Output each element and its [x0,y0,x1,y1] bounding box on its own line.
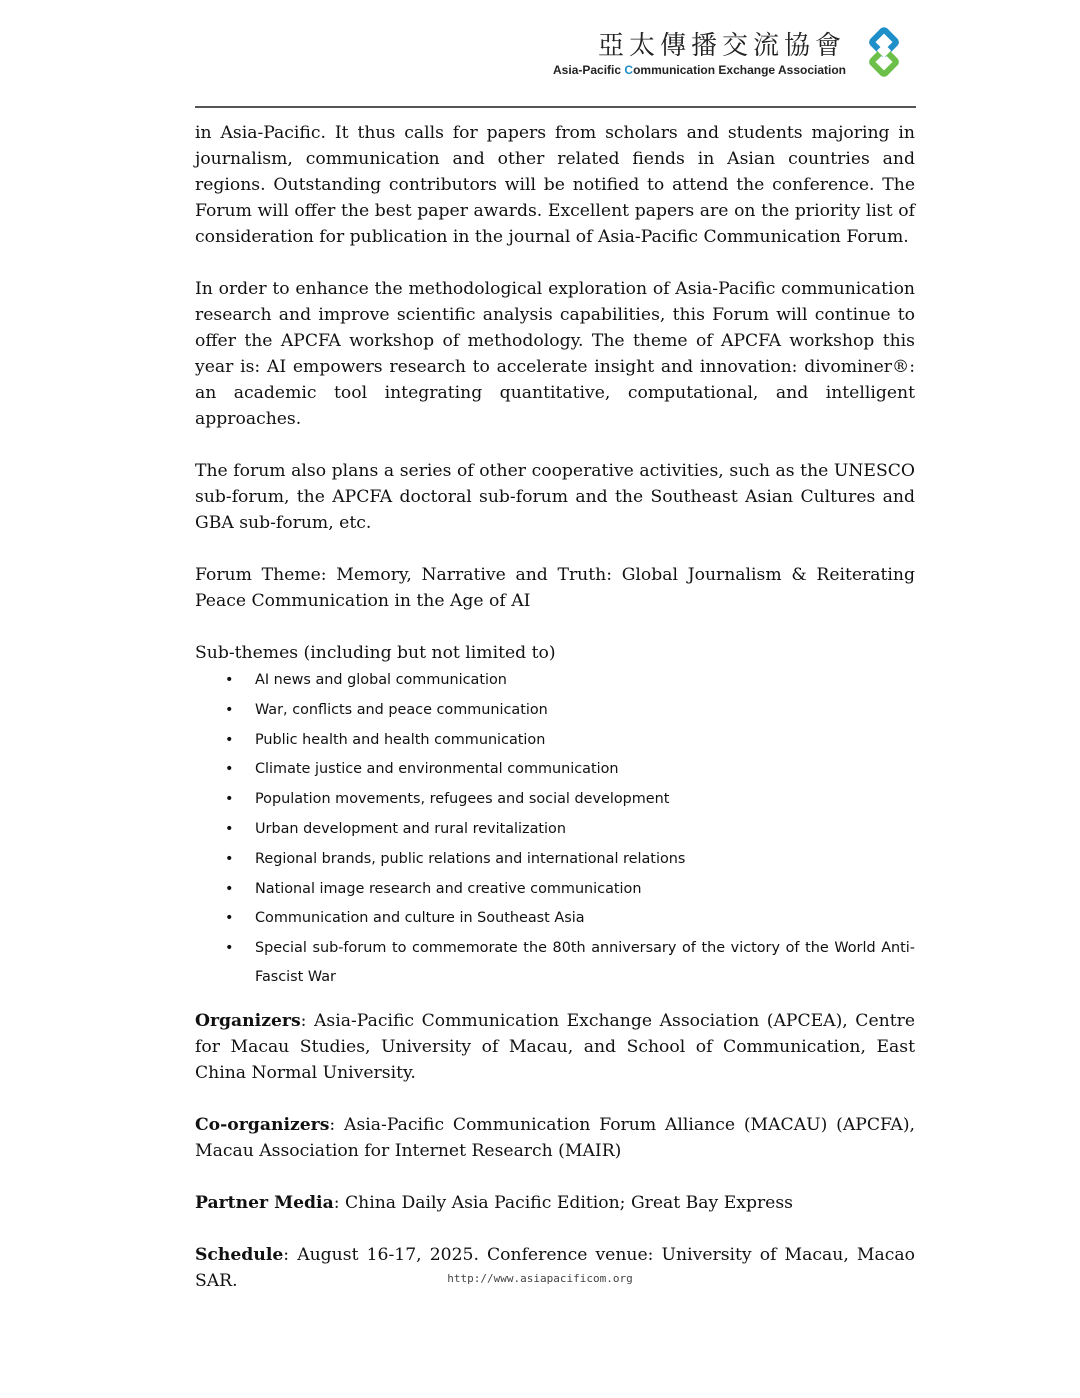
bullet-icon: • [225,820,234,837]
footer-url: http://www.asiapacificom.org [447,1272,633,1285]
list-item-text: Communication and culture in Southeast Asia [255,910,585,927]
partner-media-text: : China Daily Asia Pacific Edition; Great Bay Express [333,1193,793,1214]
coorganizers-label: Co-organizers [195,1115,330,1136]
forum-theme: Forum Theme: Memory, Narrative and Truth: Global Journalism & Reiterating Peace Communication in the Age of AI [195,565,915,611]
list-item-text: AI news and global communication [255,672,507,688]
list-item [225,726,915,756]
diamond-chain-logo-icon [852,24,916,80]
bullet-icon: • [225,761,234,778]
list-item [225,815,915,845]
org-name-cjk: 亞太傳播交流協會 [597,31,846,61]
organizers-text: : Asia-Pacific Communication Exchange Association (APCEA), Centre for Macau Studies, University of Macau, and School of Communication, East China Normal University. [195,1011,915,1084]
org-name-en-pre: Asia-Pacific [553,63,625,77]
bullet-icon: • [225,791,234,808]
activities-paragraph: The forum also plans a series of other cooperative activities, such as the UNESCO sub-forum, the APCFA doctoral sub-forum and the Southeast Asian Cultures and GBA sub-forum, etc. [195,461,915,533]
list-item [225,904,915,934]
header-divider [195,106,916,108]
coorganizers-text: : Asia-Pacific Communication Forum Alliance (MACAU) (APCFA), Macau Association for Internet Research (MAIR) [195,1115,915,1162]
bullet-icon: • [225,910,234,927]
document-body [195,120,915,1294]
bullet-icon: • [225,880,234,897]
partner-media-paragraph [195,1190,915,1216]
intro-paragraph: in Asia-Pacific. It thus calls for papers from scholars and students majoring in journalism, communication and other related fiends in Asian countries and regions. Outstanding contributors will be notified to attend the conference. The Forum will offer the best paper awards. Excellent papers are on the priority list of consideration for publication in the journal of Asia-Pacific Communication Forum. [195,123,915,247]
list-item [225,845,915,875]
bullet-icon: • [225,672,234,688]
list-item [225,785,915,815]
bullet-icon: • [225,731,234,748]
list-item-text: Special sub-forum to commemorate the 80th anniversary of the victory of the World Anti-Fascist War [255,940,915,986]
bullet-icon: • [225,701,234,718]
page-header [195,24,916,108]
list-item-text: Regional brands, public relations and international relations [255,850,686,867]
coorganizers-paragraph [195,1112,915,1164]
list-item [225,934,915,992]
org-logo [553,24,916,80]
workshop-paragraph: In order to enhance the methodological exploration of Asia-Pacific communication research and improve scientific analysis capabilities, this Forum will continue to offer the APCFA workshop of methodology. The theme of APCFA workshop this year is: AI empowers research to accelerate insight and innovation: divominer®: an academic tool integrating quantitative, computational, and intelligent approaches. [195,279,915,429]
partner-media-label: Partner Media [195,1193,334,1214]
schedule-paragraph [195,1242,915,1294]
schedule-text: : August 16-17, 2025. Conference venue: University of Macau, Macao SAR. [195,1245,915,1292]
list-item-text: Urban development and rural revitalization [255,820,566,837]
organizers-paragraph [195,1008,915,1086]
subthemes-heading: Sub-themes (including but not limited to) [195,643,556,663]
list-item-text: War, conflicts and peace communication [255,701,548,718]
list-item-text: Population movements, refugees and social development [255,791,670,808]
org-name-en-post: ommunication Exchange Association [633,63,846,77]
list-item [225,696,915,726]
list-item-text: Climate justice and environmental communication [255,761,619,778]
list-item [225,666,915,696]
organizers-label: Organizers [195,1011,301,1032]
org-name [553,26,846,78]
org-name-en [553,62,846,78]
bullet-icon: • [225,940,234,957]
org-name-en-c: C [624,63,634,77]
bullet-icon: • [225,850,234,867]
list-item-text: National image research and creative communication [255,880,642,897]
subthemes-list [195,666,915,992]
list-item [225,875,915,905]
list-item-text: Public health and health communication [255,731,546,748]
list-item [225,755,915,785]
schedule-label: Schedule [195,1245,284,1266]
